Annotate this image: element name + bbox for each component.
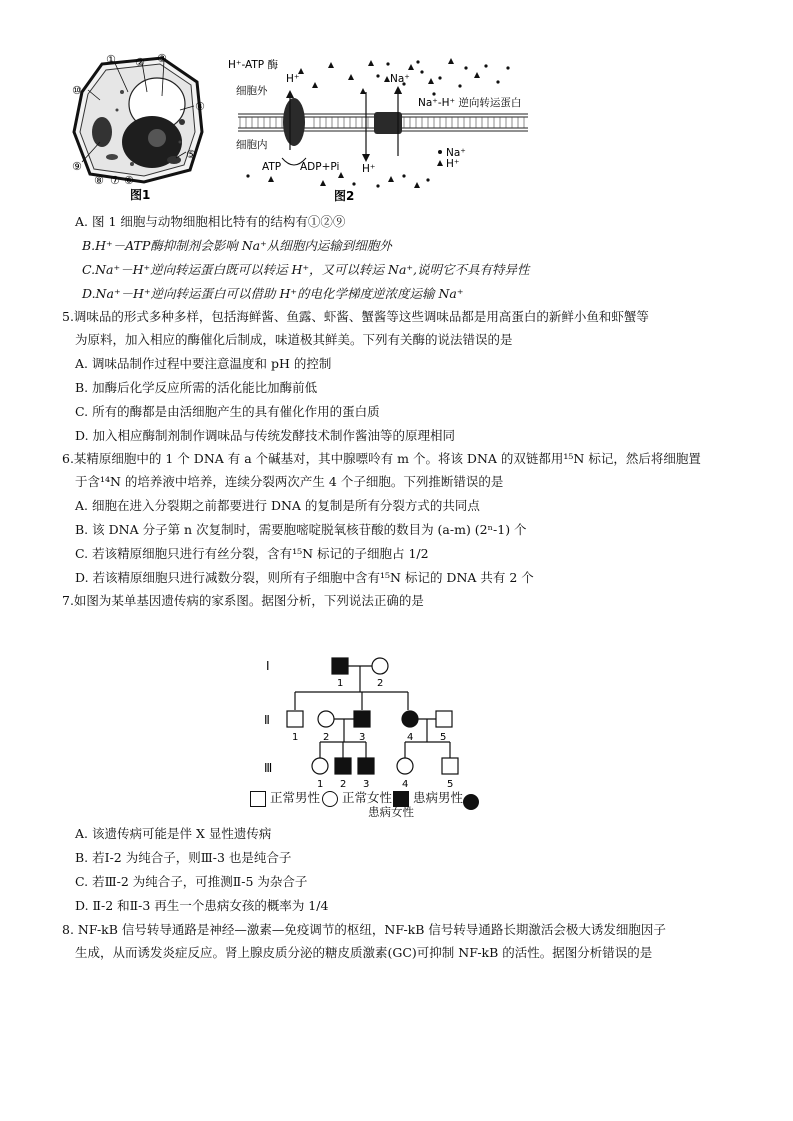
q8-stem-line2: 生成，从而诱发炎症反应。肾上腺皮质分泌的糖皮质激素(GC)可抑制 NF-kB 的活性。据图分析错误的是 bbox=[75, 945, 653, 960]
q6-option-b: B. 该 DNA 分子第 n 次复制时，需要胞嘧啶脱氧核苷酸的数目为 (a-m) (2ⁿ-1) 个 bbox=[75, 522, 527, 537]
q6-option-c: C. 若该精原细胞只进行有丝分裂，含有¹⁵N 标记的子细胞占 1/2 bbox=[75, 546, 429, 561]
figure2-membrane bbox=[228, 54, 558, 204]
pedigree-III-3-affected-male bbox=[358, 758, 374, 774]
q5-option-c: C. 所有的酶都是由活细胞产生的具有催化作用的蛋白质 bbox=[75, 404, 380, 419]
fig1-label-8: ⑧ bbox=[94, 174, 104, 187]
pedigree-II-1-normal-male bbox=[287, 711, 303, 727]
q5-stem-line2: 为原料，加入相应的酶催化后制成，味道极其鲜美。下列有关酶的说法错误的是 bbox=[75, 332, 513, 347]
q7-option-b: B. 若Ⅰ-2 为纯合子，则Ⅲ-3 也是纯合子 bbox=[75, 850, 292, 865]
id-III-5: 5 bbox=[447, 779, 454, 790]
id-III-2: 2 bbox=[340, 779, 347, 790]
q4-option-b: B.H⁺－ATP酶抑制剂会影响 Na⁺从细胞内运输到细胞外 bbox=[82, 238, 392, 253]
fig2-atp: ATP bbox=[262, 161, 282, 173]
q7-stem: 7.如图为某单基因遗传病的家系图。据图分析，下列说法正确的是 bbox=[62, 593, 424, 608]
id-II-1: 1 bbox=[292, 732, 299, 743]
fig2-legend-na: Na⁺ bbox=[446, 147, 466, 159]
fig2-caption: 图2 bbox=[334, 189, 355, 203]
fig2-inside: 细胞内 bbox=[236, 139, 268, 151]
generation-label-3: Ⅲ bbox=[264, 761, 273, 775]
fig1-label-10: ⑩ bbox=[72, 84, 82, 97]
figure1-plant-cell bbox=[62, 52, 222, 202]
fig2-adp: ADP+Pi bbox=[300, 161, 340, 173]
fig1-label-5: ⑤ bbox=[186, 148, 196, 161]
q6-option-d: D. 若该精原细胞只进行减数分裂，则所有子细胞中含有¹⁵N 标记的 DNA 共有 2 个 bbox=[75, 570, 534, 585]
fig2-h-top: H⁺ bbox=[286, 73, 300, 85]
fig1-label-2: ② bbox=[135, 56, 145, 69]
pedigree-II-4-affected-female bbox=[402, 711, 418, 727]
fig1-label-7: ⑦ bbox=[110, 174, 120, 187]
pedigree-III-4-normal-female bbox=[397, 758, 413, 774]
fig1-label-9: ⑨ bbox=[72, 160, 82, 173]
generation-label-1: Ⅰ bbox=[266, 659, 270, 673]
fig2-outside: 细胞外 bbox=[236, 85, 268, 97]
fig1-label-1: ① bbox=[106, 53, 116, 66]
fig2-antiporter-label: Na⁺-H⁺ 逆向转运蛋白 bbox=[418, 97, 522, 109]
normal-male-symbol-icon bbox=[250, 791, 266, 807]
id-III-1: 1 bbox=[317, 779, 324, 790]
q5-stem-line1: 5.调味品的形式多种多样，包括海鲜酱、鱼露、虾酱、蟹酱等这些调味品都是用高蛋白的新鲜小鱼和虾蟹等 bbox=[62, 309, 649, 324]
q7-option-a: A. 该遗传病可能是伴 X 显性遗传病 bbox=[75, 826, 272, 841]
pedigree-II-2-normal-female bbox=[318, 711, 334, 727]
q6-stem-line1: 6.某精原细胞中的 1 个 DNA 有 a 个碱基对，其中腺嘌呤有 m 个。将该 DNA 的双链都用¹⁵N 标记，然后将细胞置 bbox=[62, 451, 701, 466]
fig2-legend-h: H⁺ bbox=[446, 158, 460, 170]
pedigree-III-1-normal-female bbox=[312, 758, 328, 774]
fig1-label-6: ⑥ bbox=[124, 174, 134, 187]
legend-affected-male-label: 患病男性 bbox=[412, 790, 463, 805]
fig1-caption: 图1 bbox=[130, 188, 151, 202]
legend-affected-female-symbol bbox=[463, 791, 479, 810]
q8-stem-line1: 8. NF-kB 信号转导通路是神经—激素—免疫调节的枢纽，NF-kB 信号转导通路长期激活会极大诱发细胞因子 bbox=[62, 922, 666, 937]
legend-affected-female bbox=[368, 804, 414, 820]
pedigree-III-5-normal-male bbox=[442, 758, 458, 774]
q6-stem-line2: 于含¹⁴N 的培养液中培养，连续分裂两次产生 4 个子细胞。下列推断错误的是 bbox=[75, 474, 504, 489]
fig1-label-3: ③ bbox=[157, 52, 167, 65]
pedigree-III-2-affected-male bbox=[335, 758, 351, 774]
id-I-1: 1 bbox=[337, 678, 344, 689]
id-II-3: 3 bbox=[359, 732, 366, 743]
id-III-3: 3 bbox=[363, 779, 370, 790]
id-II-2: 2 bbox=[323, 732, 330, 743]
fig1-label-4: ④ bbox=[195, 100, 205, 113]
pedigree-II-3-affected-male bbox=[354, 711, 370, 727]
pedigree-I-2-normal-female bbox=[372, 658, 388, 674]
id-II-4: 4 bbox=[407, 732, 414, 743]
q6-option-a: A. 细胞在进入分裂期之前都要进行 DNA 的复制是所有分裂方式的共同点 bbox=[75, 498, 480, 513]
q5-option-b: B. 加酶后化学反应所需的活化能比加酶前低 bbox=[75, 380, 318, 395]
q5-option-a: A. 调味品制作过程中要注意温度和 pH 的控制 bbox=[75, 356, 332, 371]
fig2-h-bottom: H⁺ bbox=[362, 163, 376, 175]
legend-normal-male bbox=[250, 790, 320, 807]
fig2-enzyme-label: H⁺-ATP 酶 bbox=[228, 59, 278, 71]
q4-option-d: D.Na⁺－H⁺逆向转运蛋白可以借助 H⁺的电化学梯度逆浓度运输 Na⁺ bbox=[82, 286, 464, 301]
legend-normal-male-label: 正常男性 bbox=[269, 790, 320, 805]
pedigree-chart bbox=[250, 650, 500, 790]
pedigree-II-5-normal-male bbox=[436, 711, 452, 727]
fig2-na-top: Na⁺ bbox=[390, 73, 410, 85]
pedigree-I-1-affected-male bbox=[332, 658, 348, 674]
generation-label-2: Ⅱ bbox=[264, 713, 270, 727]
id-I-2: 2 bbox=[377, 678, 384, 689]
legend-affected-female-label: 患病女性 bbox=[368, 805, 414, 819]
q4-option-a: A. 图 1 细胞与动物细胞相比特有的结构有①②⑨ bbox=[75, 214, 346, 229]
legend-normal-female-label: 正常女性 bbox=[341, 790, 392, 805]
q5-option-d: D. 加入相应酶制剂制作调味品与传统发酵技术制作酱油等的原理相同 bbox=[75, 428, 456, 443]
affected-female-symbol-icon bbox=[463, 794, 479, 810]
id-III-4: 4 bbox=[402, 779, 409, 790]
q7-option-d: D. Ⅱ-2 和Ⅱ-3 再生一个患病女孩的概率为 1/4 bbox=[75, 898, 329, 913]
normal-female-symbol-icon bbox=[322, 791, 338, 807]
id-II-5: 5 bbox=[440, 732, 447, 743]
q7-option-c: C. 若Ⅲ-2 为纯合子，可推测Ⅱ-5 为杂合子 bbox=[75, 874, 308, 889]
q4-option-c: C.Na⁺－H⁺逆向转运蛋白既可以转运 H⁺，又可以转运 Na⁺,说明它不具有特异性 bbox=[82, 262, 530, 277]
